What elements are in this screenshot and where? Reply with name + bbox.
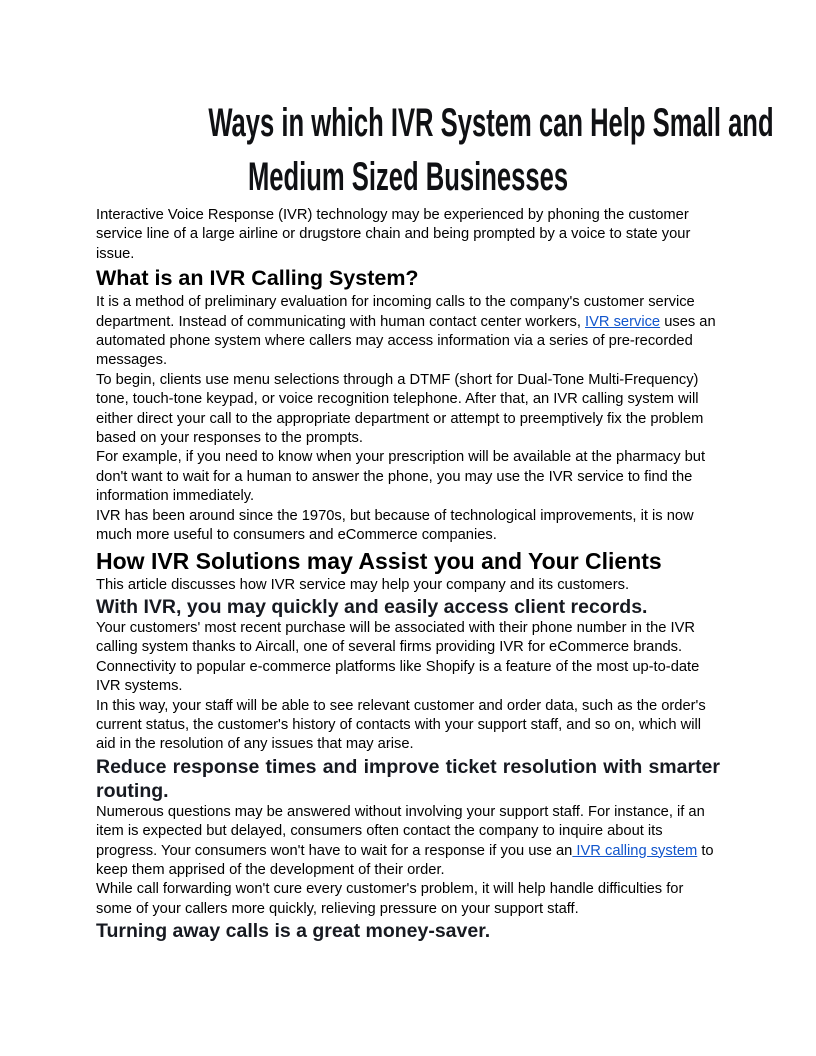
link-ivr-calling-system[interactable]: IVR calling system [572, 842, 698, 859]
paragraph-dtmf: To begin, clients use menu selections through a DTMF (short for Dual-Tone Multi-Frequency) tone, touch-tone keypad, or voice recognition telephone. After that, an IVR calling system will either direct your call to the appropriate department or attempt to preemptively fix the problem based on your responses to the prompts. [96, 371, 704, 447]
document-title-line-1: Ways in which IVR System can Help Small and [208, 101, 774, 145]
document-title-line-2: Medium Sized Businesses [247, 155, 569, 199]
document-title [96, 96, 774, 204]
heading-what-is-ivr: What is an IVR Calling System? [96, 266, 419, 291]
link-ivr-service[interactable]: IVR service [585, 313, 661, 330]
paragraph-numerous-pre: Numerous questions may be answered without involving your support staff. For instance, if an item is expected but delayed, consumers often contact the company to inquire about its progress. Your consumers won't have to wait for a response if you use an [96, 803, 705, 859]
paragraph-1970s: IVR has been around since the 1970s, but because of technological improvements, it is now much more useful to consumers and eCommerce companies. [96, 507, 694, 544]
heading-turning-away-calls: Turning away calls is a great money-saver. [96, 920, 491, 943]
paragraph-method [96, 293, 720, 371]
paragraph-numerous-post: to keep them apprised of the development of their order. [96, 842, 714, 878]
paragraph-numerous [96, 803, 720, 881]
heading-how-ivr-solutions: How IVR Solutions may Assist you and Your Clients [96, 547, 662, 574]
paragraph-article: This article discusses how IVR service may help your company and its customers. [96, 576, 630, 593]
paragraph-method-post: uses an automated phone system where callers may access information via a series of pre-recorded messages. [96, 313, 716, 369]
paragraph-staff: In this way, your staff will be able to see relevant customer and order data, such as the order's current status, the customer's history of contacts with your support staff, and so on, which will aid in the resolution of any issues that may arise. [96, 697, 706, 753]
paragraph-intro: Interactive Voice Response (IVR) technology may be experienced by phoning the customer service line of a large airline or drugstore chain and being prompted by a voice to state your issue. [96, 207, 691, 262]
paragraph-aircall: Your customers' most recent purchase will be associated with their phone number in the IVR calling system thanks to Aircall, one of several firms providing IVR for eCommerce brands. Connectivity to popular e-commerce platforms like Shopify is a feature of the most up-to-date IVR systems. [96, 619, 700, 695]
heading-reduce-response-times: Reduce response times and improve ticket resolution with smarter routing. [96, 755, 720, 802]
paragraph-example: For example, if you need to know when your prescription will be available at the pharmacy but don't want to wait for a human to answer the phone, you may use the IVR service to find the information immediately. [96, 449, 706, 505]
paragraph-method-pre: It is a method of preliminary evaluation for incoming calls to the company's customer service department. Instead of communicating with human contact center workers, [96, 294, 695, 330]
paragraph-forwarding: While call forwarding won't cure every customer's problem, it will help handle difficulties for some of your callers more quickly, relieving pressure on your support staff. [96, 881, 684, 917]
heading-client-records: With IVR, you may quickly and easily access client records. [96, 595, 648, 618]
